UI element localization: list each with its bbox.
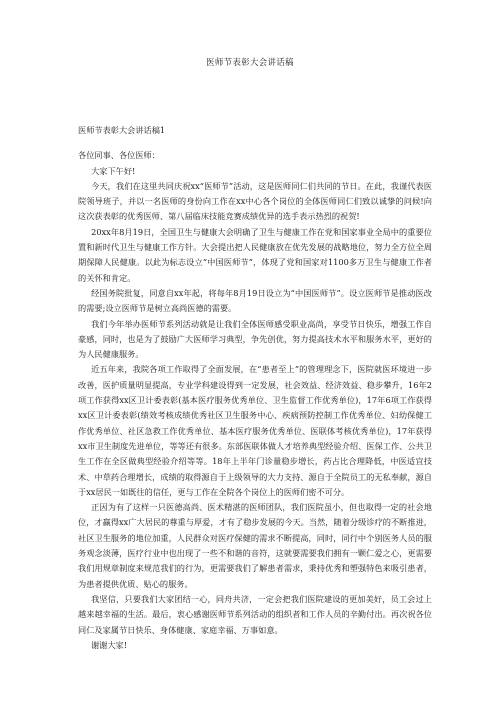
document-title: 医师节表彰大会讲话稿 — [206, 57, 294, 67]
paragraph-thanks: 谢谢大家! — [91, 639, 128, 650]
paragraph-conference: 20xx年8月19日，全国卫生与健康大会明确了卫生与健康工作在党和国家事业全局中的重要位置和新时代卫生与健康工作方针。大会提出把人民健康放在优先发展的战略地位，努力全方位全周期保障人民健康。以此为标志设立“中国医师节”，体现了党和国家对1100多万卫生与健康工作者的关怀和肯定。 — [78, 226, 432, 283]
paragraph-achievements: 近五年来，我院各项工作取得了全面发展，在“患者至上”的管理理念下，医院就医环境进一步改善，医护质量明显提高，专业学科建设得到一定发展，社会效益、经济效益、稳步攀升，16年2项工作获得xx区卫计委表彰(基本医疗服务优秀单位、卫生监督工作优秀单位)，17年6项工作获得xx区卫计委表彰(绩效考核成绩优秀社区卫生服务中心、疾病预防控制工作优秀单位、妇幼保健工作优秀单位、社区急救工作优秀单位、基本医疗服务优秀单位、医联体考核优秀单位)，17年获得xx市卫生制度先进单位，等等还有很多。东部医联体做人才培养典型经验介绍、医保工作、公共卫生工作在全区做典型经验介绍等等。18年上半年门诊量稳步增长，药占比合理降低，中医适宜技术、中草药合理增长，成绩的取得源自于上级领导的大力支持、源自于全院员工的无私奉献，源自于xx居民一如既往的信任，更与工作在全院各个岗位上的医师们密不可分。 — [78, 364, 432, 497]
paragraph-purpose: 我们今年举办医师节系列活动就是让我们全体医师感受职业高尚，享受节日快乐，增强工作自豪感，同时，也是为了鼓励广大医师学习典型，争先创优，努力提高技术水平和服务水平，更好的为人民健康服务。 — [78, 318, 432, 360]
section-title: 医师节表彰大会讲话稿1 — [78, 125, 166, 135]
salutation: 各位同事、各位医师： — [78, 150, 160, 161]
paragraph-state-council: 经国务院批复，同意自xx年起，将每年8月19日设立为“中国医师节”。设立医师节是推动医改的需要;设立医师节是树立高尚医德的需要。 — [78, 287, 432, 314]
paragraph-closing: 我坚信，只要我们大家团结一心，同舟共济，一定会把我们医院建设的更加美好，员工会过上越来越幸福的生活。最后，衷心感谢医师节系列活动的组织者和工作人员的辛勤付出。再次祝各位同仁及家属节日快乐、身体健康、家庭幸福、万事如意。 — [78, 593, 432, 635]
document-body — [78, 123, 432, 653]
paragraph-team: 正因为有了这样一只医德高尚、医术精湛的医师团队，我们医院虽小，但也取得一定的社会地位，才赢得xx广大居民的尊重与厚爱，才有了稳步发展的今天。当然，随着分级诊疗的不断推进，社区卫生服务的地位加重，人民群众对医疗保健的需求不断提高，同时，同行中个别医务人员的服务观念淡薄，医疗行业中也出现了一些不和谐的音符，这就要需要我们拥有一颗仁爱之心，更需要我们用规章制度来规范我们的行为，更需要我们了解患者需求，秉持优秀和塑强特色来吸引患者，为患者提供优质、贴心的服务。 — [78, 502, 432, 589]
paragraph-opening: 今天，我们在这里共同庆祝xx“医师节”活动，这是医师同仁们共同的节日。在此，我谨代表医院领导班子，并以一名医师的身份向工作在xx中心各个岗位的全体医师同仁们致以诚挚的问候!向这次获表彰的优秀医师、第八届临床技能竞赛成绩优异的选手表示热烈的祝贺! — [78, 180, 432, 222]
paragraph-greeting: 大家下午好! — [91, 165, 136, 176]
